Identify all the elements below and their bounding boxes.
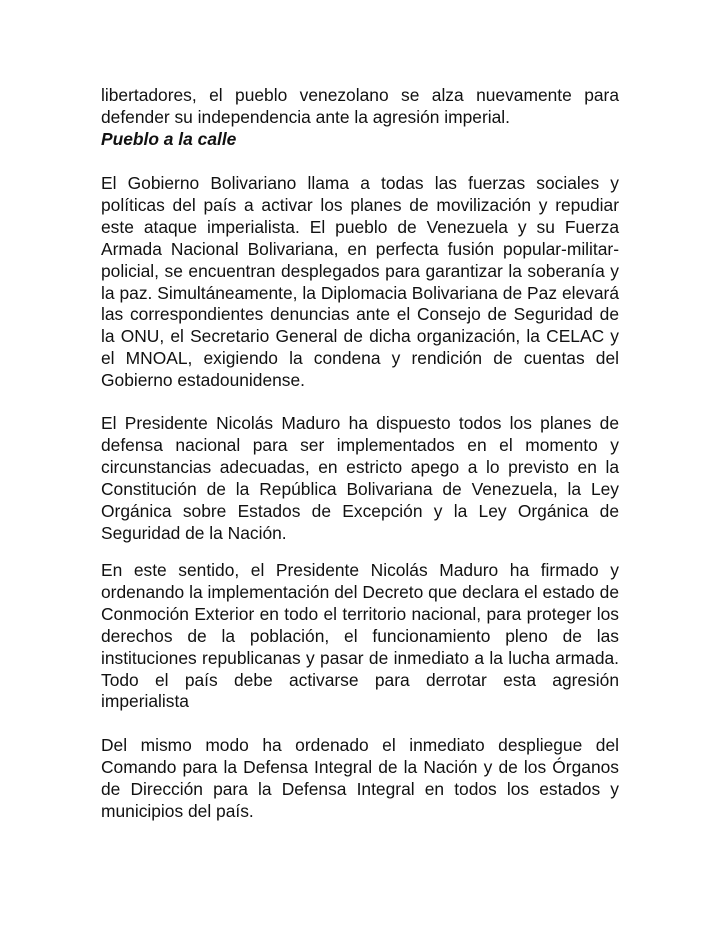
paragraph-defense-plans: [101, 413, 619, 544]
paragraph-text: El Presidente Nicolás Maduro ha dispuesto todos los planes de defensa nacional para ser implementados en el momento y circunstancias adecuadas, en estricto apego a lo previsto en la Constitución de la República Bolivariana de Venezuela, la Ley Orgánica sobre Estados de Excepción y la Ley Orgánica de Seguridad de la Nación.: [101, 413, 619, 543]
paragraph-deployment: [101, 735, 619, 823]
paragraph-text: El Gobierno Bolivariano llama a todas las fuerzas sociales y políticas del país a activar los planes de movilización y repudiar este ataque imperialista. El pueblo de Venezuela y su Fuerza Armada Nacional Bolivariana, en perfecta fusión popular-militar-policial, se encuentran desplegados para garantizar la soberanía y la paz. Simultáneamente, la Diplomacia Bolivariana de Paz elevará las correspondientes denuncias ante el Consejo de Seguridad de la ONU, el Secretario General de dicha organización, la CELAC y el MNOAL, exigiendo la condena y rendición de cuentas del Gobierno estadounidense.: [101, 173, 619, 391]
section-heading: Pueblo a la calle: [101, 129, 237, 149]
paragraph-text: En este sentido, el Presidente Nicolás Maduro ha firmado y ordenando la implementación del Decreto que declara el estado de Conmoción Exterior en todo el territorio nacional, para proteger los derechos de la población, el funcionamiento pleno de las instituciones republicanas y pasar de inmediato a la lucha armada. Todo el país debe activarse para derrotar esta agresión imperialista: [101, 560, 619, 712]
intro-paragraph: [101, 85, 619, 129]
paragraph-call-to-mobilize: [101, 173, 619, 392]
paragraph-text: Del mismo modo ha ordenado el inmediato despliegue del Comando para la Defensa Integral de la Nación y de los Órganos de Dirección para la Defensa Integral en todos los estados y municipios del país.: [101, 735, 619, 821]
paragraph-text: libertadores, el pueblo venezolano se alza nuevamente para defender su independencia ante la agresión imperial.: [101, 85, 619, 127]
paragraph-decree: [101, 560, 619, 713]
